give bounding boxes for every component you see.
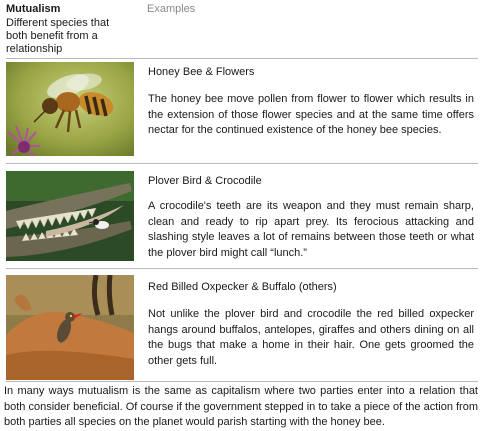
examples-column-label: Examples (147, 3, 196, 15)
example-body: Not unlike the plover bird and crocodile the red billed oxpecker hangs around buffalos, antelopes, giraffes and others dining on all the bugs that make a home in their hair. One gets groomed the other gets full. (148, 308, 474, 367)
example-body: The honey bee move pollen from flower to flower which results in the extension of those flower species and at the same time offers nectar for the continued existence of the honey bee species. (148, 93, 474, 136)
divider (6, 381, 478, 382)
oxpecker-antelope-photo (6, 275, 134, 380)
conclusion-paragraph: In many ways mutualism is the same as capitalism where two parties enter into a relation that both consider beneficial. Of course if the government stepped in to take a piece of the action from both parties all species on the planet would parish starting with the honey bee. (4, 385, 478, 428)
example-title: Red Billed Oxpecker & Buffalo (others) (148, 281, 337, 293)
example-body: A crocodile's teeth are its weapon and they must remain sharp, clean and ready to rip apart prey. Its ferocious attacking and slashing style leaves a lot of remains between those teeth or what the plover bird might call “lunch.” (148, 200, 474, 259)
honey-bee-photo (6, 62, 134, 156)
definition-text: Different species that both benefit from a relationship (6, 17, 110, 55)
page-title: Mutualism (6, 3, 61, 15)
divider (6, 163, 478, 164)
divider (6, 58, 478, 59)
divider (6, 268, 478, 269)
example-title: Honey Bee & Flowers (148, 66, 255, 78)
crocodile-plover-photo (6, 171, 134, 261)
example-title: Plover Bird & Crocodile (148, 175, 262, 187)
